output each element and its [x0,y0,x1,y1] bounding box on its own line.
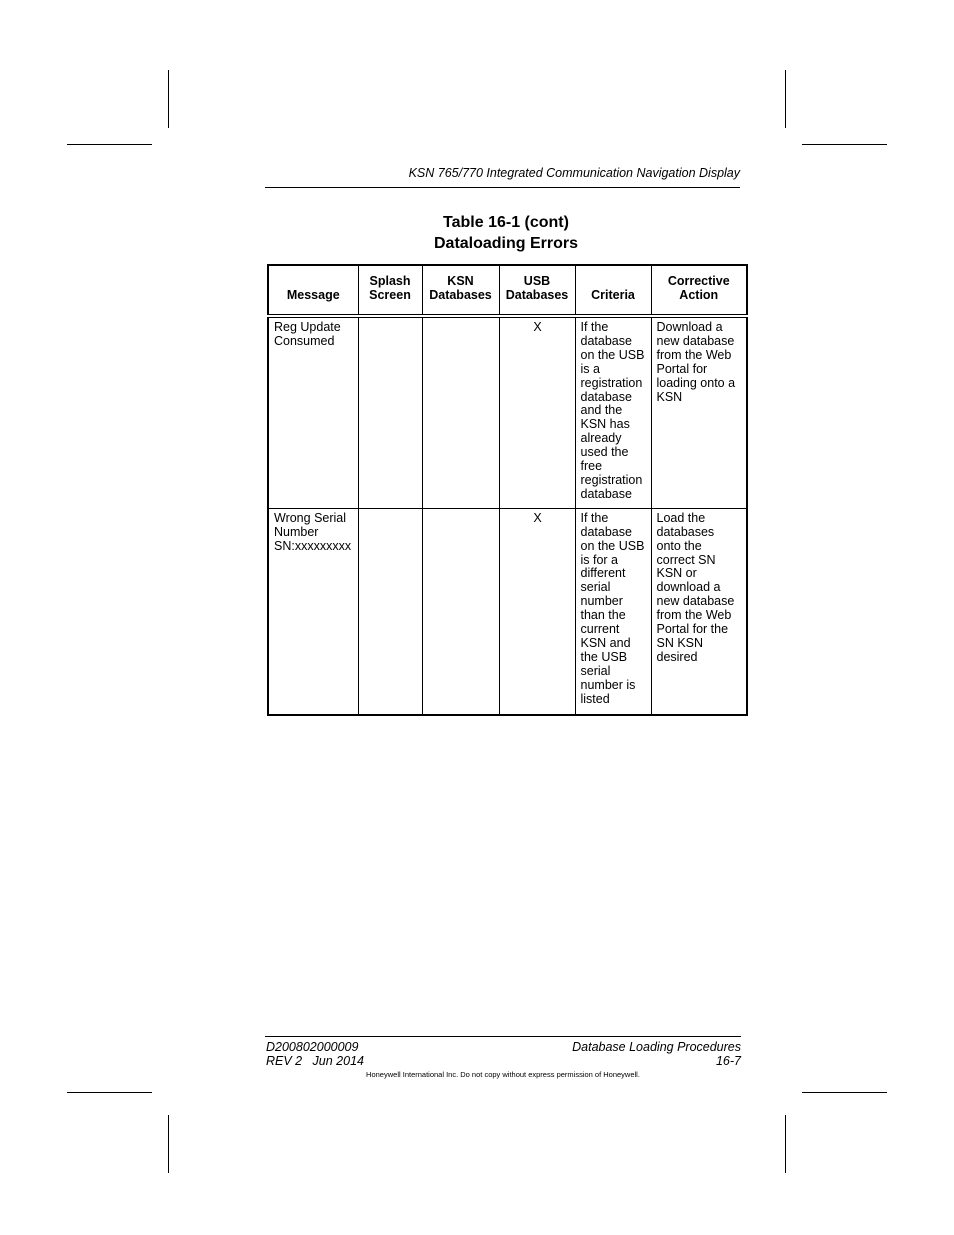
cell-line: onto the [656,538,702,553]
ksn-databases-cell [422,508,499,715]
cell-line: new database [656,333,735,348]
cell-line: free [580,459,603,474]
cell-line: on the USB [580,347,645,362]
cell-line: Reg Update [274,320,341,334]
cell-line: registration [580,375,643,390]
usb-databases-cell: X [499,508,575,715]
cell-line: than the [580,608,626,623]
dataloading-errors-table [267,264,748,716]
crop-mark [802,144,887,145]
cell-line: databases [656,524,715,539]
cell-line: Download a [656,320,723,334]
column-header-ksn-databases: KSN Databases [422,265,499,316]
crop-mark [67,1092,152,1093]
footer-left [266,1040,364,1068]
table-row [268,316,747,508]
cell-line: already [580,431,622,446]
crop-mark [785,1115,786,1173]
crop-mark [785,70,786,128]
copyright-notice: Honeywell International Inc. Do not copy without express permission of Honeywell. [366,1070,640,1079]
table-row [268,508,747,715]
usb-databases-cell: X [499,316,575,508]
footer-right [500,1040,741,1068]
cell-line: Portal for [656,361,708,376]
crop-mark [168,1115,169,1173]
splash-screen-cell [358,508,422,715]
cell-line: new database [656,594,735,609]
message-cell [268,316,358,508]
cell-line: Portal for the [656,622,729,637]
cell-line: KSN has [580,417,630,432]
ksn-databases-cell [422,316,499,508]
criteria-cell [575,316,651,508]
cell-line: database [580,333,632,348]
column-header-corrective-action: Corrective Action [651,265,747,316]
cell-line: database [580,486,632,501]
cell-line: Consumed [274,333,335,348]
cell-line: listed [580,691,610,706]
cell-line: SN KSN [656,635,704,650]
cell-line: database [580,389,632,404]
cell-line: is a [580,361,600,376]
cell-line: database [580,524,632,539]
table-title: Dataloading Errors [433,235,579,252]
table-number: Table 16-1 (cont) [443,214,569,231]
cell-line: different [580,566,626,581]
cell-line: Number [274,524,319,539]
crop-mark [168,70,169,128]
cell-line: and the [580,403,623,418]
cell-line: SN:xxxxxxxxx [274,538,352,553]
footer-rule [265,1036,741,1037]
cell-line: KSN and [580,635,631,650]
message-cell [268,508,358,715]
cell-line: number [580,594,623,609]
cell-line: If the [580,510,609,525]
cell-line: correct SN [656,552,716,567]
cell-line: current [580,622,620,637]
cell-line: loading onto a [656,375,736,390]
crop-mark [67,144,152,145]
column-header-usb-databases: USB Databases [499,265,575,316]
section-title: Database Loading Procedures [572,1040,741,1054]
cell-line: is for a [580,552,619,567]
table-header-row [268,265,747,316]
cell-line: number is [580,677,636,692]
running-header: KSN 765/770 Integrated Communication Navigation Display [408,166,740,180]
cell-line: download a [656,580,721,595]
page-number: 16-7 [715,1054,741,1068]
cell-line: from the Web [656,347,732,362]
cell-line: If the [580,320,609,334]
column-header-message: Message [268,265,358,316]
cell-line: KSN [656,389,683,404]
cell-line: on the USB [580,538,645,553]
crop-mark [802,1092,887,1093]
cell-line: registration [580,472,643,487]
splash-screen-cell [358,316,422,508]
cell-line: used the [580,445,629,460]
corrective-action-cell [651,508,747,715]
document-number: D200802000009 [266,1040,359,1054]
cell-line: desired [656,649,698,664]
corrective-action-cell [651,316,747,508]
revision-date: REV 2 Jun 2014 [266,1054,364,1068]
column-header-splash-screen: Splash Screen [358,265,422,316]
cell-line: KSN or [656,566,697,581]
criteria-cell [575,508,651,715]
cell-line: serial [580,663,611,678]
column-header-criteria: Criteria [575,265,651,316]
cell-line: the USB [580,649,628,664]
cell-line: Load the [656,510,706,525]
cell-line: Wrong Serial [274,510,347,525]
cell-line: serial [580,580,611,595]
header-rule [265,187,740,188]
cell-line: from the Web [656,608,732,623]
